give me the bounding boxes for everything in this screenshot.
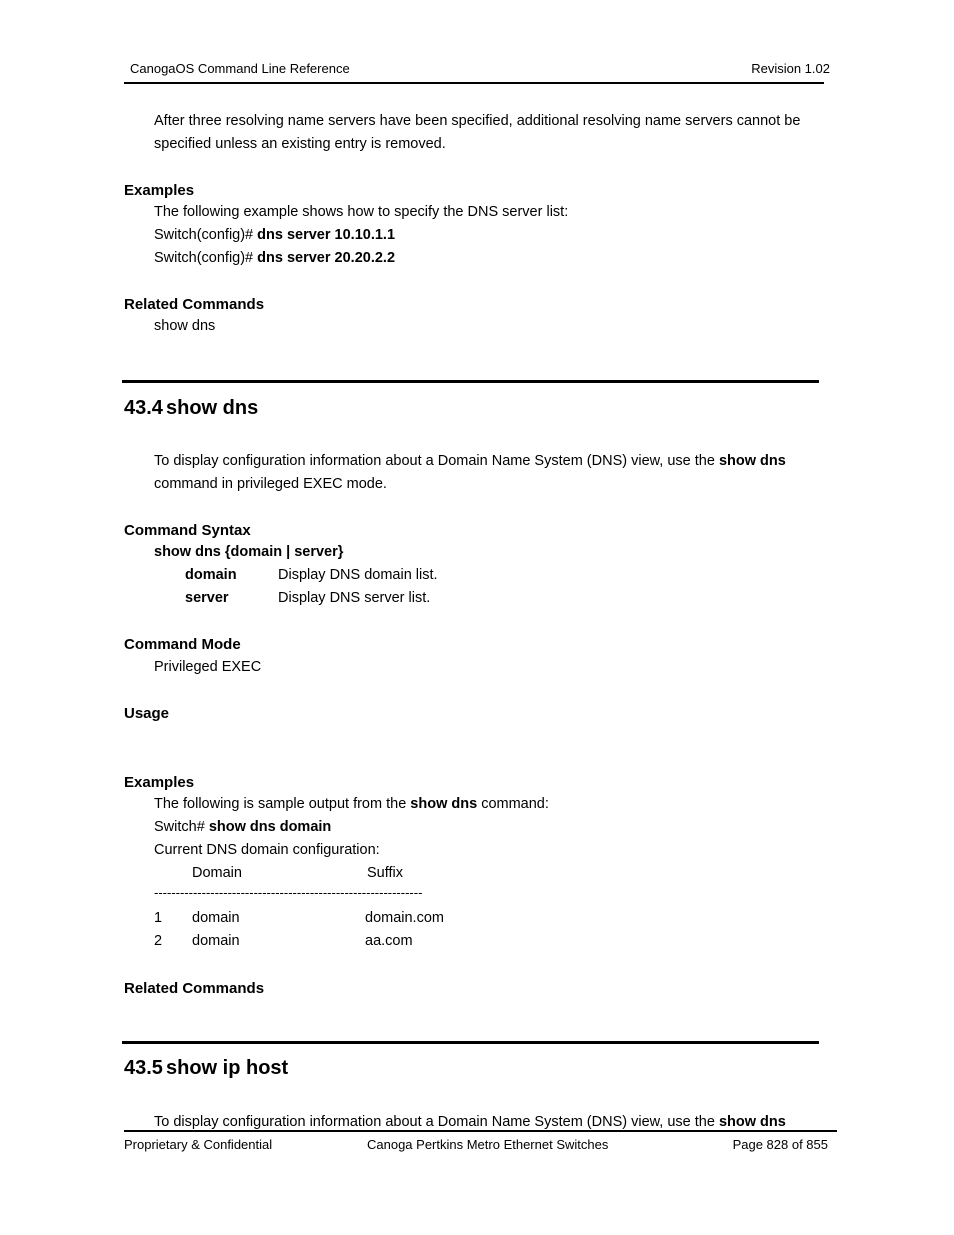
examples-heading: Examples: [124, 182, 195, 199]
running-header-title: CanogaOS Command Line Reference: [130, 61, 350, 76]
example-command-line: [154, 819, 331, 835]
output-title: Current DNS domain configuration:: [154, 842, 380, 858]
description-text: To display configuration information about a Domain Name System (DNS) view, use the: [154, 1114, 719, 1130]
usage-heading: Usage: [124, 705, 170, 722]
command-mode-heading: Command Mode: [124, 636, 241, 653]
examples-command: show dns: [410, 796, 478, 812]
header-divider: [124, 82, 824, 84]
param-name: server: [185, 590, 229, 606]
page-number: Page 828 of 855: [732, 1137, 828, 1152]
section-heading: [124, 1057, 288, 1080]
examples-text-part: command:: [477, 796, 549, 812]
command-syntax-heading: Command Syntax: [124, 522, 251, 539]
param-description: Display DNS domain list.: [278, 567, 438, 583]
section-number: 43.4: [124, 397, 163, 419]
table-header-suffix: Suffix: [367, 865, 404, 881]
revision-label: Revision 1.02: [751, 61, 830, 76]
section-title: show ip host: [166, 1057, 289, 1079]
command-syntax: show dns {domain | server}: [154, 544, 344, 560]
footer-product: Canoga Pertkins Metro Ethernet Switches: [367, 1137, 609, 1152]
section-title: show dns: [166, 397, 259, 419]
section-description: [154, 1114, 786, 1130]
footer-confidential: Proprietary & Confidential: [124, 1137, 273, 1152]
footer-divider: [124, 1130, 837, 1132]
table-cell-domain: domain: [192, 910, 240, 926]
table-cell-suffix: aa.com: [365, 933, 413, 949]
examples-text: The following example shows how to specify the DNS server list:: [154, 204, 569, 220]
section-description: [154, 450, 819, 496]
examples-text-part: The following is sample output from the: [154, 796, 411, 812]
command-mode: Privileged EXEC: [154, 659, 262, 675]
related-commands-heading: Related Commands: [124, 296, 265, 313]
related-command-link[interactable]: show dns: [154, 318, 216, 334]
table-cell-suffix: domain.com: [365, 910, 444, 926]
table-cell-domain: domain: [192, 933, 240, 949]
examples-heading: Examples: [124, 774, 195, 791]
section-divider: [122, 380, 819, 383]
cli-prompt: Switch(config)#: [154, 227, 254, 243]
cli-prompt: Switch(config)#: [154, 250, 254, 266]
table-cell-index: 1: [154, 910, 163, 926]
description-text: command in privileged EXEC mode.: [154, 476, 387, 492]
table-header-domain: Domain: [192, 865, 242, 881]
cli-command: dns server 10.10.1.1: [257, 227, 396, 243]
related-commands-heading: Related Commands: [124, 980, 265, 997]
param-name: domain: [185, 567, 237, 583]
section-number: 43.5: [124, 1057, 163, 1079]
cli-command: dns server 20.20.2.2: [257, 250, 396, 266]
description-command: show dns: [718, 1114, 786, 1130]
example-command-line: [154, 250, 395, 266]
section-divider: [122, 1041, 819, 1044]
intro-paragraph: After three resolving name servers have been specified, additional resolving name servers cannot be specified unless an existing entry is removed.: [154, 113, 801, 152]
cli-command: show dns domain: [208, 819, 332, 835]
cli-prompt: Switch#: [154, 819, 205, 835]
description-text: To display configuration information about a Domain Name System (DNS) view, use the: [154, 453, 719, 469]
examples-text: [154, 796, 549, 812]
section-heading: [124, 397, 258, 420]
table-cell-index: 2: [154, 933, 163, 949]
param-description: Display DNS server list.: [278, 590, 431, 606]
example-command-line: [154, 227, 395, 243]
description-command: show dns: [718, 453, 786, 469]
table-separator: --------------------------------------------------------------: [154, 885, 423, 900]
